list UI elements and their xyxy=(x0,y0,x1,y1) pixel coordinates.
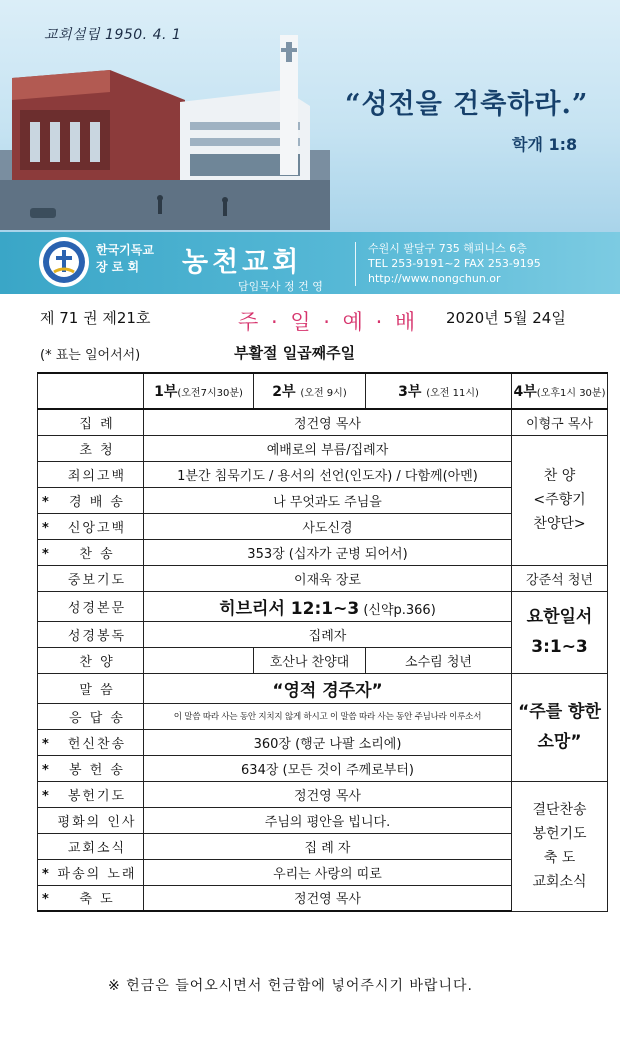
element-label: 봉 헌 송 xyxy=(69,762,125,778)
row-label xyxy=(38,729,144,755)
standing-marker: * xyxy=(42,762,49,778)
service-2-header: 2부 (오전 9시) xyxy=(254,373,366,409)
element-label: 성경봉독 xyxy=(67,628,127,644)
address: 수원시 팔달구 735 해피니스 6층 xyxy=(368,242,527,255)
row-content: 집 례 자 xyxy=(144,833,512,859)
service-1-header: 1부(오전7시30분) xyxy=(144,373,254,409)
row-label xyxy=(38,461,144,487)
element-label: 성경본문 xyxy=(67,600,127,616)
header-banner xyxy=(0,0,620,232)
element-label: 말 씀 xyxy=(79,682,115,698)
established-date: 교회설립 1950. 4. 1 xyxy=(44,27,182,43)
row-label xyxy=(38,703,144,729)
element-label: 축 도 xyxy=(79,892,115,908)
row-label xyxy=(38,591,144,621)
row-content: 360장 (행군 나팔 소리에) xyxy=(144,729,512,755)
row-content: 1분간 침묵기도 / 용서의 선언(인도자) / 다함께(아멘) xyxy=(144,461,512,487)
church-building-illustration xyxy=(0,30,330,230)
service-4-header: 4부(오후1시 30분) xyxy=(512,373,608,409)
table-row xyxy=(38,409,608,435)
table-header-row xyxy=(38,373,608,409)
element-label: 봉헌기도 xyxy=(67,788,127,804)
row-label xyxy=(38,885,144,911)
contact-info xyxy=(368,241,541,286)
standing-marker: * xyxy=(42,546,49,562)
praise-service-3: 소수림 청년 xyxy=(366,647,512,673)
praise-service-2: 호산나 찬양대 xyxy=(254,647,366,673)
row-label xyxy=(38,673,144,703)
denomination: 한국기독교 장 로 회 xyxy=(96,243,154,274)
senior-pastor: 담임목사 정 건 영 xyxy=(238,280,323,293)
element-label: 헌신찬송 xyxy=(67,736,127,752)
divider xyxy=(355,242,356,286)
row-content: 이재욱 장로 xyxy=(144,565,512,591)
row-content: 집례자 xyxy=(144,621,512,647)
row-content: 634장 (모든 것이 주께로부터) xyxy=(144,755,512,781)
stand-note: (* 표는 일어서서) xyxy=(40,348,141,363)
row-content: 우리는 사랑의 띠로 xyxy=(144,859,512,885)
fourth-service-sermon: “주를 향한 소망” xyxy=(512,673,608,781)
row-label xyxy=(38,539,144,565)
row-label xyxy=(38,807,144,833)
row-content: 353장 (십자가 군병 되어서) xyxy=(144,539,512,565)
order-of-worship-table xyxy=(37,372,608,912)
table-row xyxy=(38,781,608,807)
church-info-strip xyxy=(0,232,620,294)
element-label: 집 례 xyxy=(79,416,115,432)
element-label: 찬 송 xyxy=(79,546,115,562)
table-row xyxy=(38,435,608,461)
corner-cell xyxy=(38,373,144,409)
row-label xyxy=(38,565,144,591)
row-content: 정건영 목사 xyxy=(144,885,512,911)
element-label: 찬 양 xyxy=(79,654,115,670)
website-link[interactable]: http://www.nongchun.or xyxy=(368,272,501,285)
bulletin-date: 2020년 5월 24일 xyxy=(446,309,566,327)
row-content: 주님의 평안을 빕니다. xyxy=(144,807,512,833)
table-row xyxy=(38,591,608,621)
standing-marker: * xyxy=(42,866,49,882)
fourth-service-cell: 강준석 청년 xyxy=(512,565,608,591)
element-label: 죄의고백 xyxy=(67,468,127,484)
standing-marker: * xyxy=(42,788,49,804)
row-label xyxy=(38,409,144,435)
standing-marker: * xyxy=(42,494,49,510)
fourth-service-cell: 이형구 목사 xyxy=(512,409,608,435)
fourth-service-praise: 찬 양 <주향기 찬양단> xyxy=(512,435,608,565)
element-label: 평화의 인사 xyxy=(57,814,137,830)
service-3-header: 3부 (오전 11시) xyxy=(366,373,512,409)
row-label xyxy=(38,755,144,781)
standing-marker: * xyxy=(42,520,49,536)
phone-fax: TEL 253-9191~2 FAX 253-9195 xyxy=(368,257,541,270)
row-label xyxy=(38,833,144,859)
row-label xyxy=(38,859,144,885)
element-label: 초 청 xyxy=(79,442,115,458)
standing-marker: * xyxy=(42,892,49,908)
row-content: 예배로의 부름/집례자 xyxy=(144,435,512,461)
row-content: 정건영 목사 xyxy=(144,409,512,435)
row-label xyxy=(38,781,144,807)
row-label xyxy=(38,435,144,461)
row-content: 이 말씀 따라 사는 동안 지치지 않게 하시고 이 말씀 따라 사는 동안 주님나라 이루소서 xyxy=(144,703,512,729)
element-label: 파송의 노래 xyxy=(57,866,137,882)
fourth-service-scripture: 요한일서 3:1~3 xyxy=(512,591,608,673)
row-label xyxy=(38,513,144,539)
row-content: 나 무엇과도 주님을 xyxy=(144,487,512,513)
banner-quote: “성전을 건축하라.” xyxy=(345,89,589,120)
element-label: 경 배 송 xyxy=(69,494,125,510)
element-label: 신앙고백 xyxy=(67,520,127,536)
row-label xyxy=(38,487,144,513)
sermon-title: “영적 경주자” xyxy=(144,673,512,703)
liturgical-sunday: 부활절 일곱째주일 xyxy=(234,344,356,362)
element-label: 중보기도 xyxy=(67,572,127,588)
row-label xyxy=(38,621,144,647)
service-title: 주 · 일 · 예 · 배 xyxy=(238,310,419,334)
praise-service-1 xyxy=(144,647,254,673)
church-name: 농천교회 xyxy=(182,247,303,278)
table-row xyxy=(38,673,608,703)
table-row xyxy=(38,565,608,591)
church-emblem-icon xyxy=(38,236,90,288)
banner-verse: 학개 1:8 xyxy=(512,135,578,154)
row-content: 사도신경 xyxy=(144,513,512,539)
standing-marker: * xyxy=(42,736,49,752)
offering-note: ※ 헌금은 들어오시면서 헌금함에 넣어주시기 바랍니다. xyxy=(108,978,473,994)
element-label: 응 답 송 xyxy=(69,710,125,726)
issue-number: 제 71 권 제21호 xyxy=(40,309,151,327)
row-content: 정건영 목사 xyxy=(144,781,512,807)
row-label xyxy=(38,647,144,673)
element-label: 교회소식 xyxy=(67,840,127,856)
fourth-service-closing: 결단찬송 봉헌기도 축 도 교회소식 xyxy=(512,781,608,911)
scripture-content: 히브리서 12:1~3 (신약p.366) xyxy=(144,591,512,621)
